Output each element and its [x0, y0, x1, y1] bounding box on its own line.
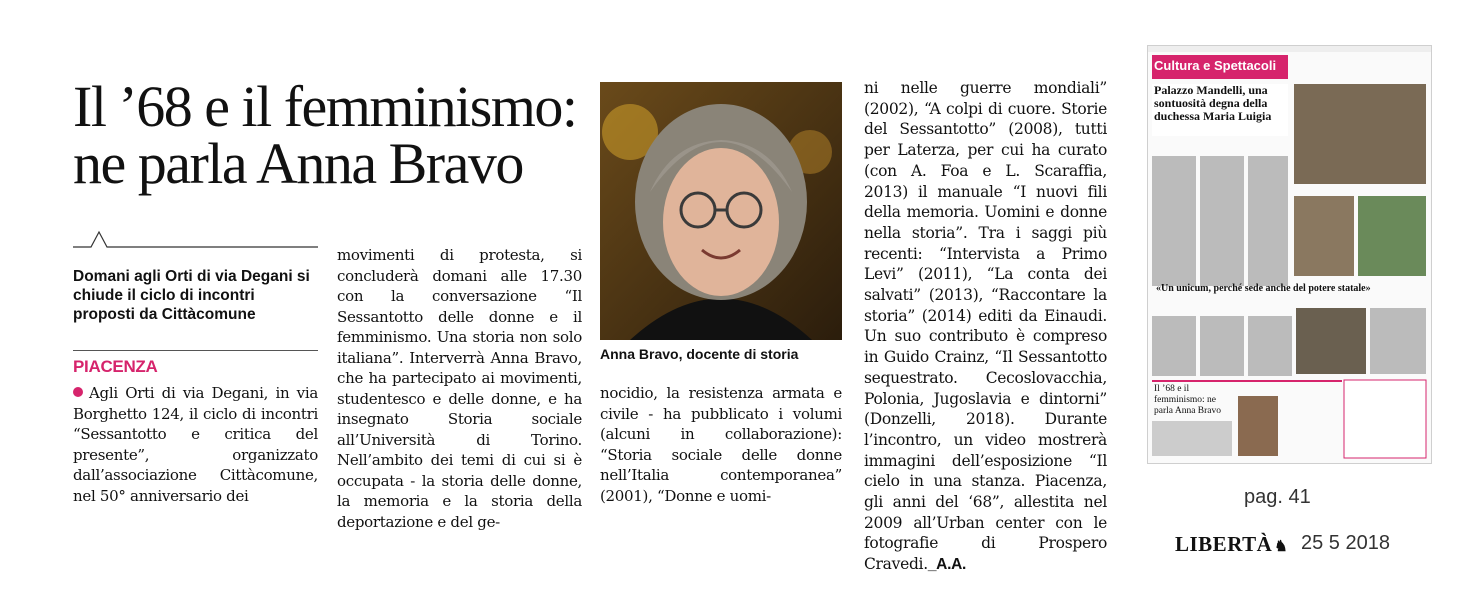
author-signature: _A.A.	[927, 556, 966, 574]
column-4-text: ni nelle guerre mondiali” (2002), “A colpi di cuore. Storie del Sessantotto” (2008), tutti per Laterza, per cui ha curato (con A. Foa e L. Scaraffia, 2013) il manuale “I nuovi fili della memoria. Uomini e donne nella storia”. Tra i saggi più recenti: “Intervista a Primo Levi” (2011), “La conta dei salvati” (2013), “Raccontare la storia” (2014) editi da Einaudi. Un suo contributo è compreso in Guido Crainz, “Il Sessantotto sequestrato. Cecoslovacchia, Polonia, Jugoslavia e dintorni” (Donzelli, 2018). Durante l’incontro, un video mostrerà immagini dell’esposizione “Il cielo in una stanza. Piacenza, gli anni del ‘68”, allestita nel 2009 all’Urban center con le fotografie di Prospero Cravedi.	[864, 79, 1107, 574]
she-wolf-icon: ♞	[1274, 539, 1289, 555]
page-thumbnail	[1147, 45, 1432, 464]
article-column-2	[337, 245, 582, 532]
photo-caption: Anna Bravo, docente di storia	[600, 346, 799, 362]
thumbnail-mini-headline: Il ’68 e il femminismo: ne parla Anna Bravo	[1154, 384, 1222, 416]
headline: Il ’68 e il femminismo: ne parla Anna Bravo	[73, 74, 577, 196]
newspaper-logo	[1175, 532, 1288, 557]
thumbnail-pull-quote: «Un unicum, perché sede anche del potere statale»	[1156, 283, 1371, 294]
bullet-icon	[73, 387, 83, 397]
decorative-line	[73, 229, 318, 249]
divider	[73, 350, 318, 351]
logo-text: LIBERTÀ	[1175, 532, 1273, 556]
publication-date: 25 5 2018	[1301, 532, 1390, 554]
subheadline: Domani agli Orti di via Degani si chiude il ciclo di incontri proposti da Cittàcomune	[73, 268, 310, 323]
thumbnail-headline: Palazzo Mandelli, una sontuosità degna della duchessa Maria Luigia	[1154, 83, 1272, 123]
column-2-text: movimenti di protesta, si concluderà domani alle 17.30 con la conversazione “Il Sessantotto delle donne e il femminismo. Una storia non solo italiana”. Interverrà Anna Bravo, che ha partecipato ai movimenti, studentesco e delle donne, e ha insegnato Storia sociale all’Università di Torino. Nell’ambito dei temi di cui si è occupata - la storia delle donne, la memoria e la storia della deportazione e del ge-	[337, 246, 582, 531]
article-column-1	[73, 383, 318, 506]
article-column-4	[864, 78, 1107, 576]
thumbnail-section: Cultura e Spettacoli	[1154, 58, 1277, 73]
column-3-text: nocidio, la resistenza armata e civile - ha pubblicato i volumi (alcuni in collaborazione): “Storia sociale delle donne nell’Italia contemporanea” (2001), “Donne e uomi-	[600, 384, 842, 505]
portrait-photo	[600, 82, 842, 340]
article-column-3	[600, 383, 842, 506]
page-number: pag. 41	[1244, 486, 1311, 508]
column-1-text: Agli Orti di via Degani, in via Borghetto 124, il ciclo di incontri “Sessantotto e critica del presente”, organizzato dall’associazione Cittàcomune, nel 50° anniversario dei	[73, 384, 318, 505]
kicker-location: PIACENZA	[73, 357, 158, 376]
portrait-illustration	[600, 82, 842, 340]
